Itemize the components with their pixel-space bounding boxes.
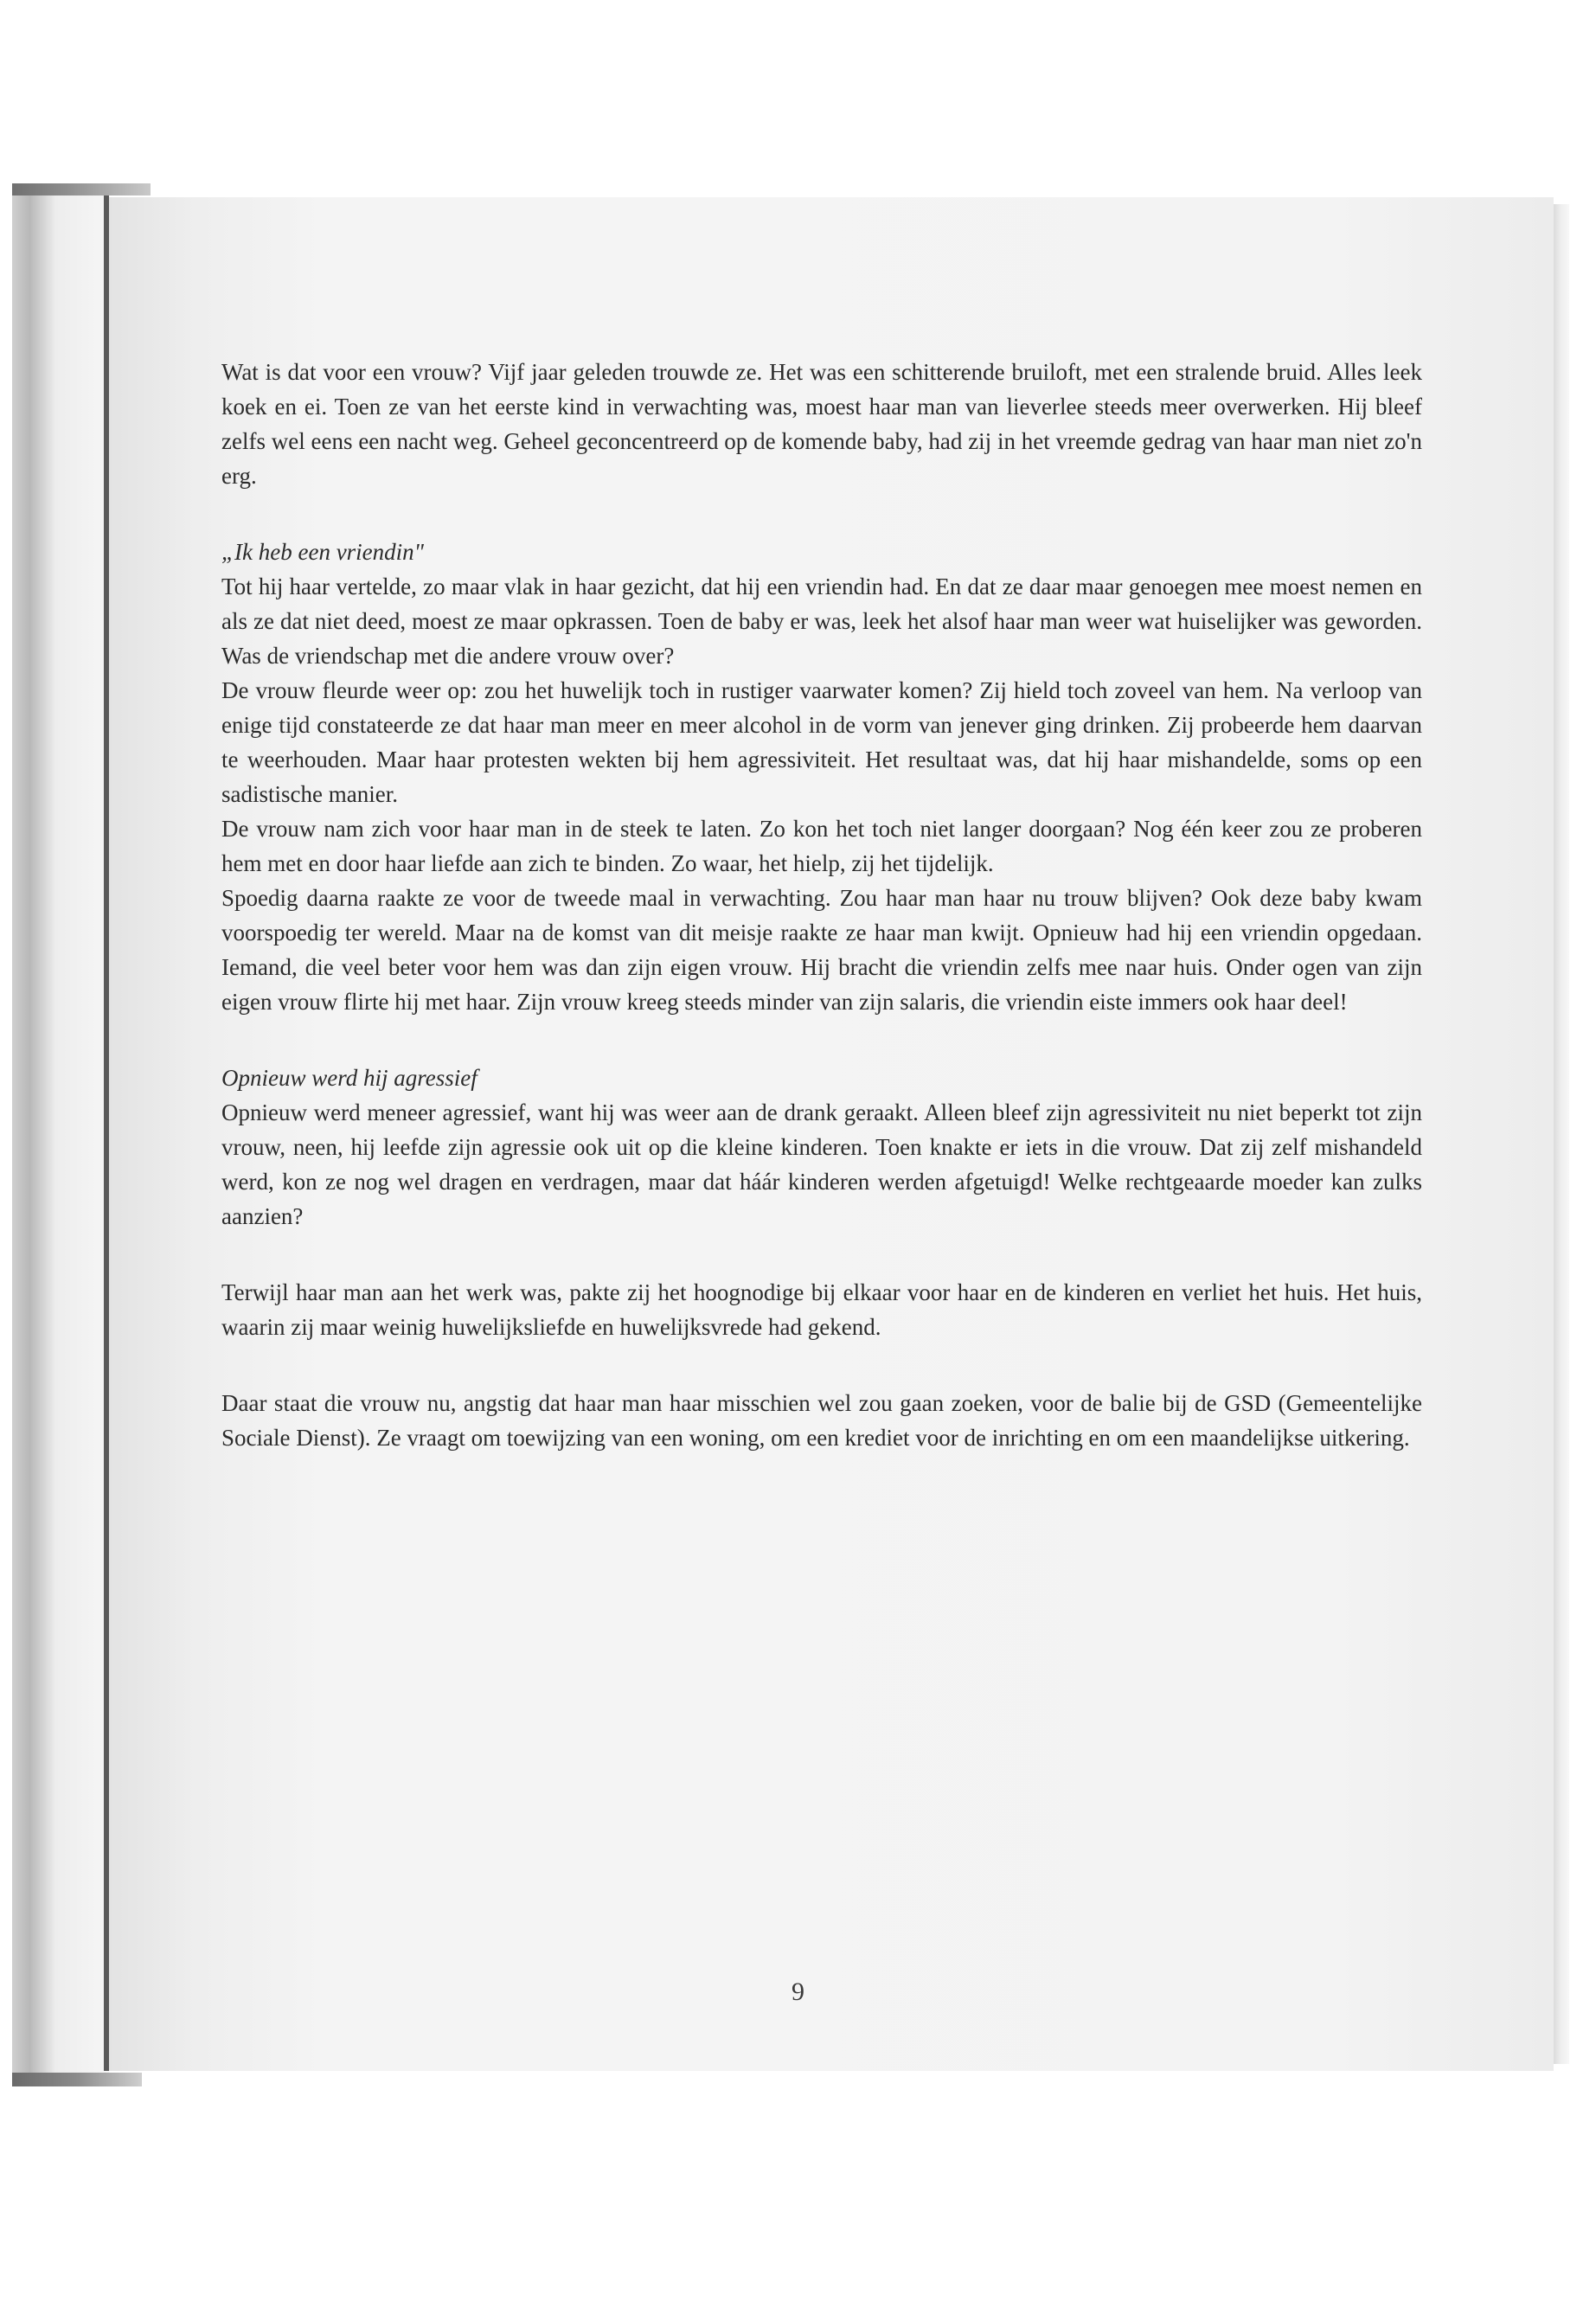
- paragraph: Tot hij haar vertelde, zo maar vlak in haar gezicht, dat hij een vriendin had. En dat ze daar maar genoegen mee moest nemen en als ze dat niet deed, moest ze maar opkrassen. Toen de baby er was, leek het alsof haar man weer wat huiselijker was geworden. Was de vriendschap met die andere vrouw over?: [221, 574, 1422, 669]
- page-body-text: [221, 355, 1422, 1455]
- spine-bottom-band: [12, 2073, 142, 2086]
- page-fore-edge: [1554, 204, 1569, 2064]
- book-spine: [12, 187, 109, 2080]
- section-heading: „Ik heb een vriendin": [221, 539, 425, 565]
- paragraph: Spoedig daarna raakte ze voor de tweede maal in verwachting. Zou haar man haar nu trouw blijven? Ook deze baby kwam voorspoedig ter wereld. Maar na de komst van dit meisje raakte ze haar man kwijt. Opnieuw had hij een vriendin opgedaan. Iemand, die veel beter voor hem was dan zijn eigen vrouw. Hij bracht die vriendin zelfs mee naar huis. Onder ogen van zijn eigen vrouw flirte hij met haar. Zijn vrouw kreeg steeds minder van zijn salaris, die vriendin eiste immers ook haar deel!: [221, 885, 1422, 1015]
- spine-top-band: [12, 183, 151, 195]
- paragraph: Opnieuw werd meneer agressief, want hij was weer aan de drank geraakt. Alleen bleef zijn agressiviteit nu niet beperkt tot zijn vrouw, neen, hij leefde zijn agressie ook uit op die kleine kinderen. Toen knakte er iets in die vrouw. Dat zij zelf mishandeld werd, kon ze nog wel dragen en verdragen, maar dat háár kinderen werden afgetuigd! Welke rechtgeaarde moeder kan zulks aanzien?: [221, 1099, 1422, 1229]
- paragraph: De vrouw fleurde weer op: zou het huwelijk toch in rustiger vaarwater komen? Zij hield toch zoveel van hem. Na verloop van enige tijd constateerde ze dat haar man meer en meer alcohol in de vorm van jenever ging drinken. Zij probeerde hem daarvan te weerhouden. Maar haar protesten wekten bij hem agressiviteit. Het resultaat was, dat hij haar mishandelde, soms op een sadistische manier.: [221, 677, 1422, 807]
- paragraph: Daar staat die vrouw nu, angstig dat haar man haar misschien wel zou gaan zoeken, voor de balie bij de GSD (Gemeentelijke Sociale Dienst). Ze vraagt om toewijzing van een woning, om een krediet voor de inrichting en om een maandelijkse uitkering.: [221, 1390, 1422, 1451]
- page-number: 9: [792, 1977, 804, 2006]
- paragraph: Wat is dat voor een vrouw? Vijf jaar geleden trouwde ze. Het was een schitterende bruiloft, met een stralende bruid. Alles leek koek en ei. Toen ze van het eerste kind in verwachting was, moest haar man van lieverlee steeds meer overwerken. Hij bleef zelfs wel eens een nacht weg. Geheel geconcentreerd op de komende baby, had zij in het vreemde gedrag van haar man niet zo'n erg.: [221, 359, 1422, 489]
- paragraph: Terwijl haar man aan het werk was, pakte zij het hoognodige bij elkaar voor haar en de kinderen en verliet het huis. Het huis, waarin zij maar weinig huwelijksliefde en huwelijksvrede had gekend.: [221, 1279, 1422, 1340]
- section-heading: Opnieuw werd hij agressief: [221, 1065, 478, 1091]
- paragraph: De vrouw nam zich voor haar man in de steek te laten. Zo kon het toch niet langer doorgaan? Nog één keer zou ze proberen hem met en door haar liefde aan zich te binden. Zo waar, het hielp, zij het tijdelijk.: [221, 816, 1422, 876]
